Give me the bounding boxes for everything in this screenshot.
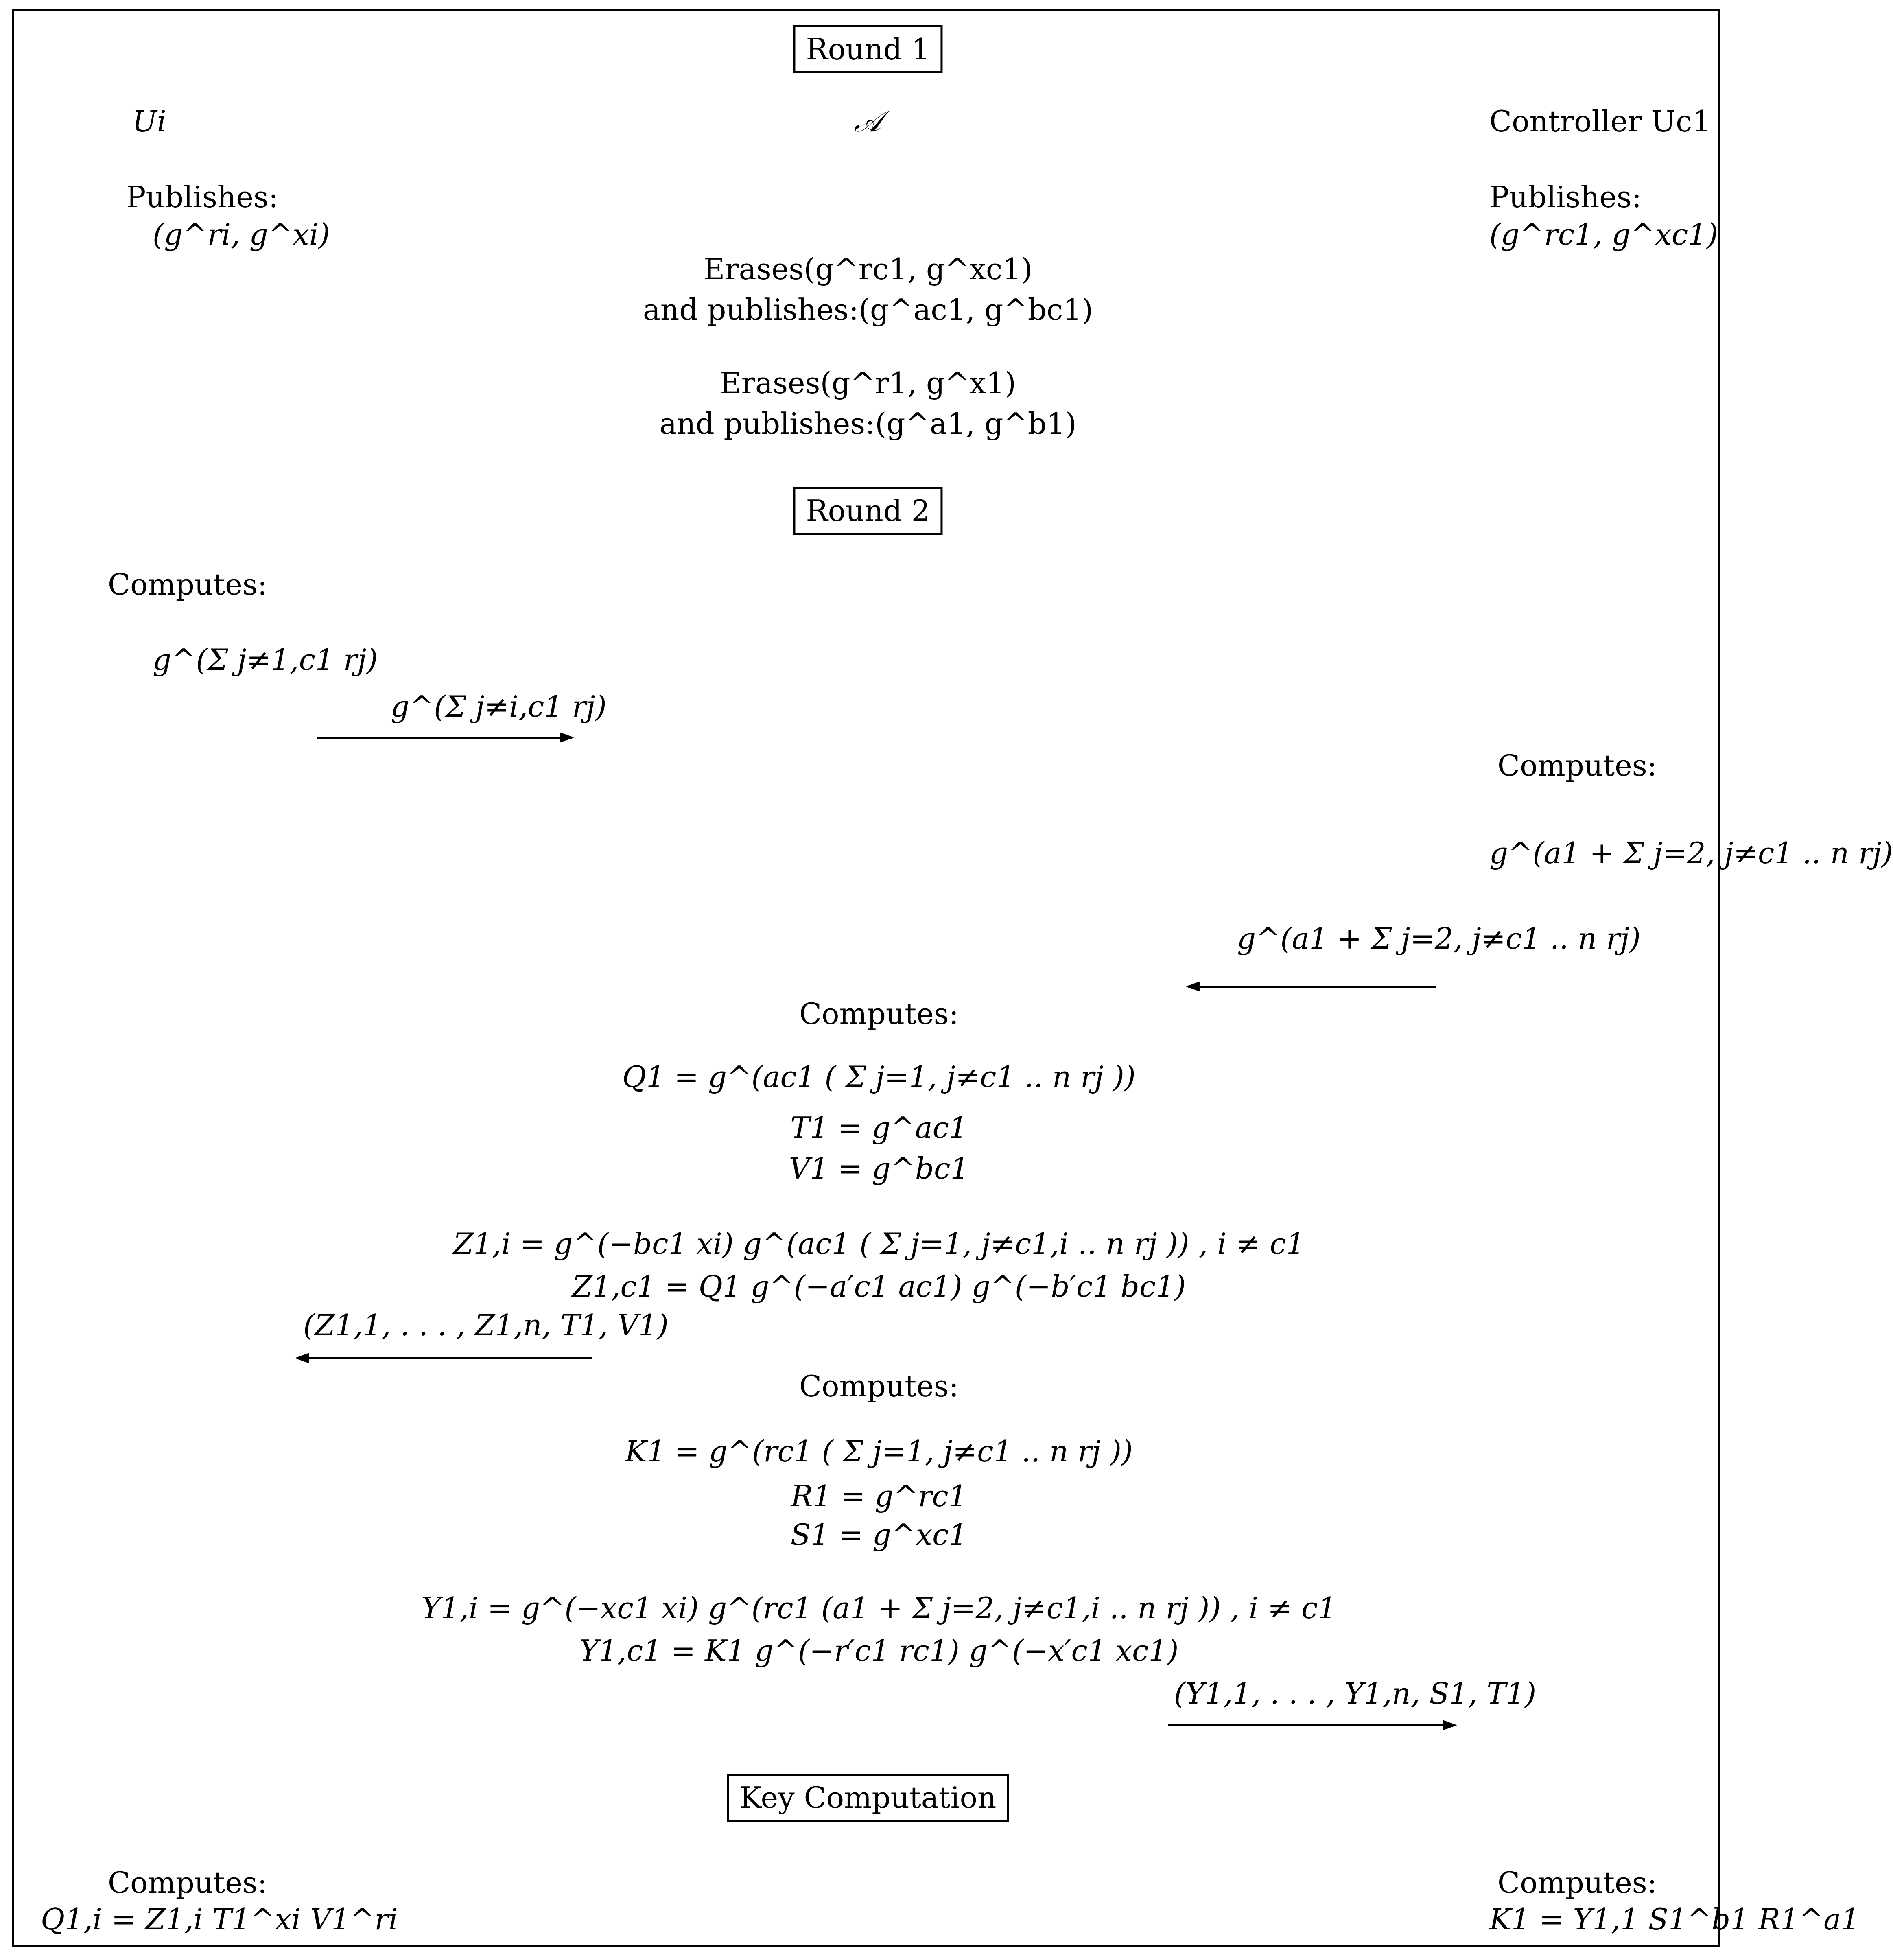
equation-T1: T1 = g^ac1 <box>790 1111 968 1145</box>
arrow-controller-to-adversary <box>1188 986 1436 988</box>
equation-V1: V1 = g^bc1 <box>789 1151 969 1186</box>
message-adversary-to-user: (Z1,1, . . . , Z1,n, T1, V1) <box>303 1308 669 1342</box>
controller-publishes-label: Publishes: <box>1489 180 1642 214</box>
adversary-publish-1: and publishes:(g^ac1, g^bc1) <box>643 293 1093 327</box>
controller-key-equation: K1 = Y1,1 S1^b1 R1^a1 <box>1489 1902 1860 1936</box>
equation-Y1c1: Y1,c1 = K1 g^(−r′c1 rc1) g^(−x′c1 xc1) <box>579 1634 1179 1668</box>
section-key-computation: Key Computation <box>727 1774 1009 1822</box>
adversary-computes-label-1: Computes: <box>799 997 959 1031</box>
arrow-adversary-to-controller <box>1168 1724 1455 1726</box>
controller-publishes-value: (g^rc1, g^xc1) <box>1489 217 1718 252</box>
user-computes-label: Computes: <box>108 567 267 602</box>
arrow-adversary-to-user <box>297 1357 592 1359</box>
party-user: Ui <box>132 104 166 138</box>
adversary-erase-1: Erases(g^rc1, g^xc1) <box>703 252 1033 286</box>
equation-Z1i: Z1,i = g^(−bc1 xi) g^(ac1 ( Σ j=1, j≠c1,i .. n rj )) , i ≠ c1 <box>453 1227 1305 1261</box>
adversary-computes-label-2: Computes: <box>799 1369 959 1403</box>
section-round-2: Round 2 <box>793 487 942 535</box>
party-adversary: 𝒜 <box>854 104 882 138</box>
equation-K1: K1 = g^(rc1 ( Σ j=1, j≠c1 .. n rj )) <box>625 1434 1133 1468</box>
equation-Y1i: Y1,i = g^(−xc1 xi) g^(rc1 (a1 + Σ j=2, j≠c1,i .. n rj )) , i ≠ c1 <box>421 1591 1337 1625</box>
message-adversary-to-controller: (Y1,1, . . . , Y1,n, S1, T1) <box>1174 1676 1537 1711</box>
section-round-1: Round 1 <box>793 25 942 73</box>
arrow-user-to-adversary <box>317 737 572 739</box>
message-user-to-adversary: g^(Σ j≠i,c1 rj) <box>391 689 607 724</box>
equation-S1: S1 = g^xc1 <box>790 1518 968 1552</box>
user-key-equation: Q1,i = Z1,i T1^xi V1^ri <box>41 1902 398 1936</box>
controller-computes-value: g^(a1 + Σ j=2, j≠c1 .. n rj) <box>1489 836 1893 870</box>
user-key-computes-label: Computes: <box>108 1866 267 1900</box>
equation-Q1: Q1 = g^(ac1 ( Σ j=1, j≠c1 .. n rj )) <box>622 1060 1136 1094</box>
user-publishes-value: (g^ri, g^xi) <box>153 217 330 252</box>
controller-key-computes-label: Computes: <box>1497 1866 1657 1900</box>
user-computes-value: g^(Σ j≠1,c1 rj) <box>153 643 378 677</box>
message-controller-to-adversary: g^(a1 + Σ j=2, j≠c1 .. n rj) <box>1237 921 1641 956</box>
user-publishes-label: Publishes: <box>126 180 279 214</box>
equation-Z1c1: Z1,c1 = Q1 g^(−a′c1 ac1) g^(−b′c1 bc1) <box>572 1269 1186 1304</box>
adversary-erase-2: Erases(g^r1, g^x1) <box>720 366 1016 400</box>
controller-computes-label: Computes: <box>1497 748 1657 783</box>
adversary-publish-2: and publishes:(g^a1, g^b1) <box>659 407 1077 441</box>
equation-R1: R1 = g^rc1 <box>791 1479 967 1513</box>
party-controller: Controller Uc1 <box>1489 104 1711 138</box>
